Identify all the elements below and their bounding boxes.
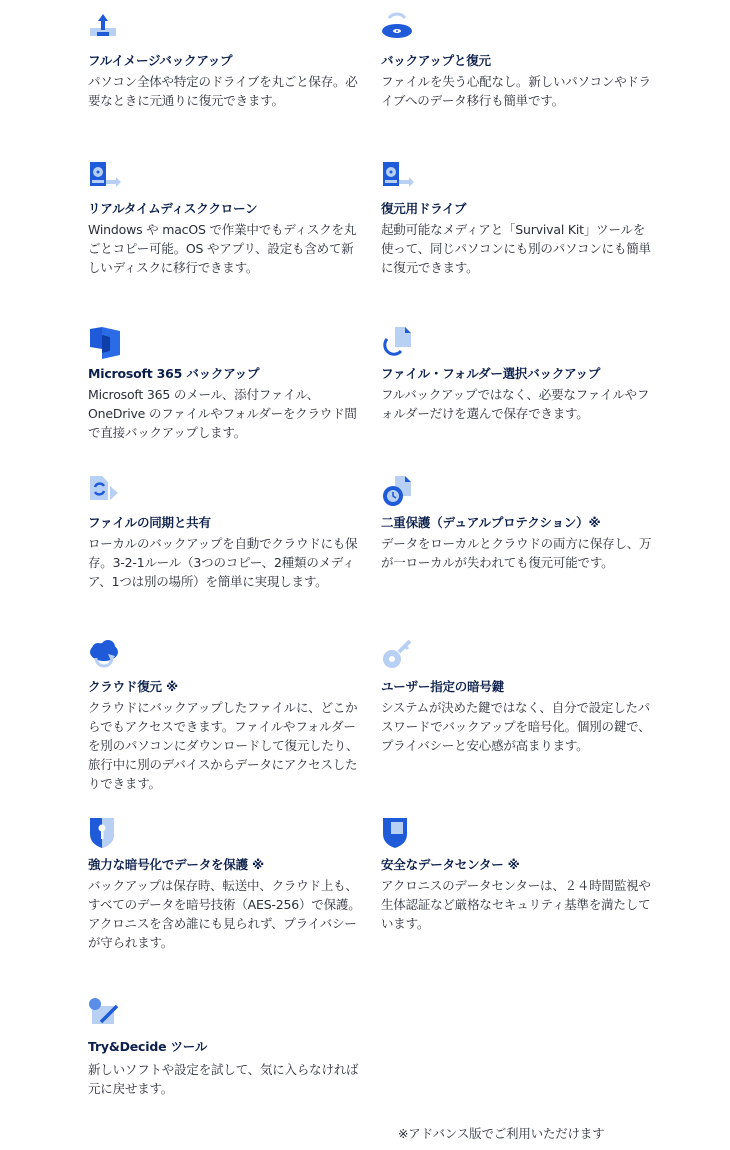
- feature-description: データをローカルとクラウドの両方に保存し、万が一ローカルが失われても復元可能です。: [381, 536, 652, 570]
- feature-title: 安全なデータセンター ※: [381, 857, 520, 872]
- file-select-icon: [381, 325, 415, 359]
- feature-description: Microsoft 365 のメール、添付ファイル、OneDrive のファイルやフォルダーをクラウド間で直接バックアップします。: [88, 387, 357, 440]
- feature-title: Try&Decide ツール: [88, 1039, 208, 1054]
- shield-key-icon: [88, 816, 122, 850]
- dual-protection-icon: [381, 474, 415, 508]
- feature-title: 強力な暗号化でデータを保護 ※: [88, 857, 265, 872]
- feature-title: ファイルの同期と共有: [88, 515, 211, 530]
- shield-datacenter-icon: [381, 816, 415, 850]
- feature-title: 復元用ドライブ: [381, 201, 467, 216]
- feature-description: システムが決めた鍵ではなく、自分で設定したパスワードでバックアップを暗号化。個別の鍵で、プライバシーと安心感が高まります。: [381, 700, 651, 753]
- feature-description: フルバックアップではなく、必要なファイルやフォルダーだけを選んで保存できます。: [381, 387, 650, 421]
- feature-title: クラウド復元 ※: [88, 679, 178, 694]
- feature-description: 起動可能なメディアと「Survival Kit」ツールを使って、同じパソコンにも別のパソコンにも簡単に復元できます。: [381, 222, 651, 275]
- feature-description: バックアップは保存時、転送中、クラウド上も、すべてのデータを暗号技術（AES-256）で保護。アクロニスを含め誰にも見られず、プライバシーが守られます。: [88, 878, 361, 950]
- feature-title: リアルタイムディスククローン: [88, 201, 258, 216]
- feature-description: Windows や macOS で作業中でもディスクを丸ごとコピー可能。OS やアプリ、設定も含めて新しいディスクに移行できます。: [88, 222, 357, 275]
- feature-description: アクロニスのデータセンターは、２４時間監視や生体認証など厳格なセキュリティ基準を満たしています。: [381, 878, 651, 931]
- feature-title: Microsoft 365 バックアップ: [88, 366, 260, 381]
- file-sync-icon: [88, 474, 122, 508]
- feature-title: 二重保護（デュアルプロテクション）※: [381, 515, 601, 530]
- cloud-restore-icon: [88, 638, 122, 672]
- upload-box-icon: [88, 12, 122, 46]
- feature-description: パソコン全体や特定のドライブを丸ごと保存。必要なときに元通りに復元できます。: [88, 74, 358, 108]
- feature-title: フルイメージバックアップ: [88, 53, 233, 68]
- try-decide-icon: [88, 998, 122, 1032]
- feature-title: バックアップと復元: [381, 53, 491, 68]
- feature-description: ローカルのバックアップを自動でクラウドにも保存。3-2-1ルール（3つのコピー、2種類のメディア、1つは別の場所）を簡単に実現します。: [88, 536, 358, 589]
- disk-restore-icon: [381, 12, 415, 46]
- feature-description: 新しいソフトや設定を試して、気に入らなければ元に戻せます。: [88, 1062, 359, 1096]
- encryption-key-icon: [381, 638, 415, 672]
- feature-description: ファイルを失う心配なし。新しいパソコンやドライブへのデータ移行も簡単です。: [381, 74, 651, 108]
- advanced-edition-footnote: ※アドバンス版でご利用いただけます: [398, 1126, 605, 1141]
- feature-description: クラウドにバックアップしたファイルに、どこからでもアクセスできます。ファイルやフォルダーを別のパソコンにダウンロードして復元したり、旅行中に別のデバイスからデータにアクセスしたりできます。: [88, 700, 359, 791]
- disk-clone-icon: [88, 160, 122, 194]
- feature-title: ファイル・フォルダー選択バックアップ: [381, 366, 601, 381]
- feature-title: ユーザー指定の暗号鍵: [381, 679, 505, 694]
- microsoft-365-icon: [88, 325, 122, 359]
- recovery-drive-icon: [381, 160, 415, 194]
